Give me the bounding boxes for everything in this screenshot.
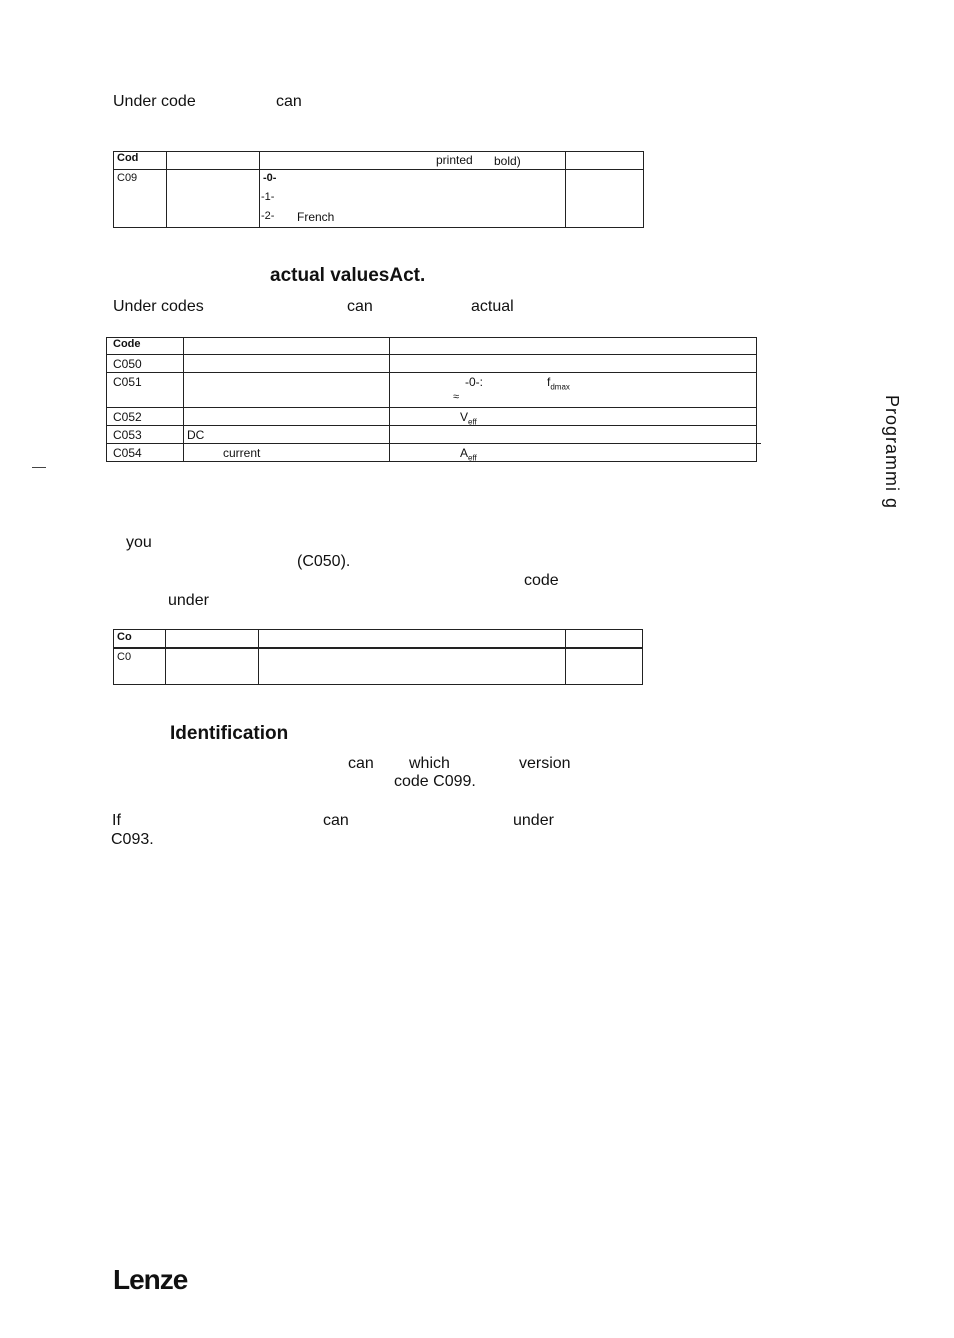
table-header-printed: printed [436, 153, 473, 167]
unit-aeff: $A_{eff}$ [460, 446, 477, 463]
option-1: -1- [261, 191, 275, 203]
intro-under-codes: Under codes [113, 298, 204, 315]
section-heading-actual-values: actual valuesAct. [270, 265, 426, 286]
table-header-bold: bold) [494, 154, 521, 168]
table-divider [106, 425, 757, 426]
text-under-2: under [513, 812, 554, 829]
table-cell-code: C0 [117, 651, 132, 663]
text-code: code [524, 572, 559, 589]
row-code-c051: C051 [113, 375, 142, 389]
table-header-code: Cod [117, 152, 139, 164]
option-0: -0- [263, 172, 277, 184]
option-2: -2- [261, 210, 275, 222]
text-if: If [112, 812, 121, 829]
table-header-code: Code [113, 338, 141, 350]
table-cell-code: C09 [117, 172, 138, 184]
small-code-table-border [113, 629, 643, 685]
lenze-logo: Lenze [113, 1264, 188, 1295]
table-divider [389, 337, 390, 462]
page-mark [32, 467, 46, 468]
text-can: can [348, 755, 374, 772]
row-code-c052: C052 [113, 410, 142, 424]
table-header-code: Co [117, 631, 132, 643]
table-divider [106, 354, 757, 355]
row-code-c050: C050 [113, 357, 142, 371]
row-name-c053: DC [187, 428, 205, 442]
table-divider [165, 629, 166, 685]
sidebar-label-programming: Programmi g [882, 395, 902, 510]
text-c050: (C050). [297, 553, 351, 570]
approx-symbol: ≈ [453, 391, 460, 403]
table-divider [565, 151, 566, 228]
intro-can: can [276, 93, 302, 110]
section-heading-identification: Identification [170, 723, 289, 744]
intro-under-code: Under code [113, 93, 196, 110]
row-name-c054: current [223, 446, 261, 460]
table-divider [183, 337, 184, 462]
option-2-label: French [297, 210, 335, 224]
text-under: under [168, 592, 209, 609]
table-divider [106, 372, 757, 373]
text-version: version [519, 755, 571, 772]
intro-can: can [347, 298, 373, 315]
text-code-c099: code C099. [394, 773, 476, 790]
text-you: you [126, 534, 152, 551]
row-code-c054: C054 [113, 446, 142, 460]
row-value-c051: -0-: [465, 375, 483, 389]
text-which: which [409, 755, 450, 772]
table-divider [565, 629, 566, 685]
table-divider [258, 629, 259, 685]
text-c093: C093. [111, 831, 154, 848]
table-divider [166, 151, 167, 228]
table-divider [106, 407, 757, 408]
table-divider [106, 443, 761, 444]
text-can-2: can [323, 812, 349, 829]
table-divider [259, 151, 260, 228]
intro-actual: actual [471, 298, 514, 315]
table-divider [113, 647, 643, 649]
row-code-c053: C053 [113, 428, 142, 442]
unit-fdmax: $f_{dmax}$ [547, 375, 570, 392]
unit-veff: $V_{eff}$ [460, 410, 477, 427]
